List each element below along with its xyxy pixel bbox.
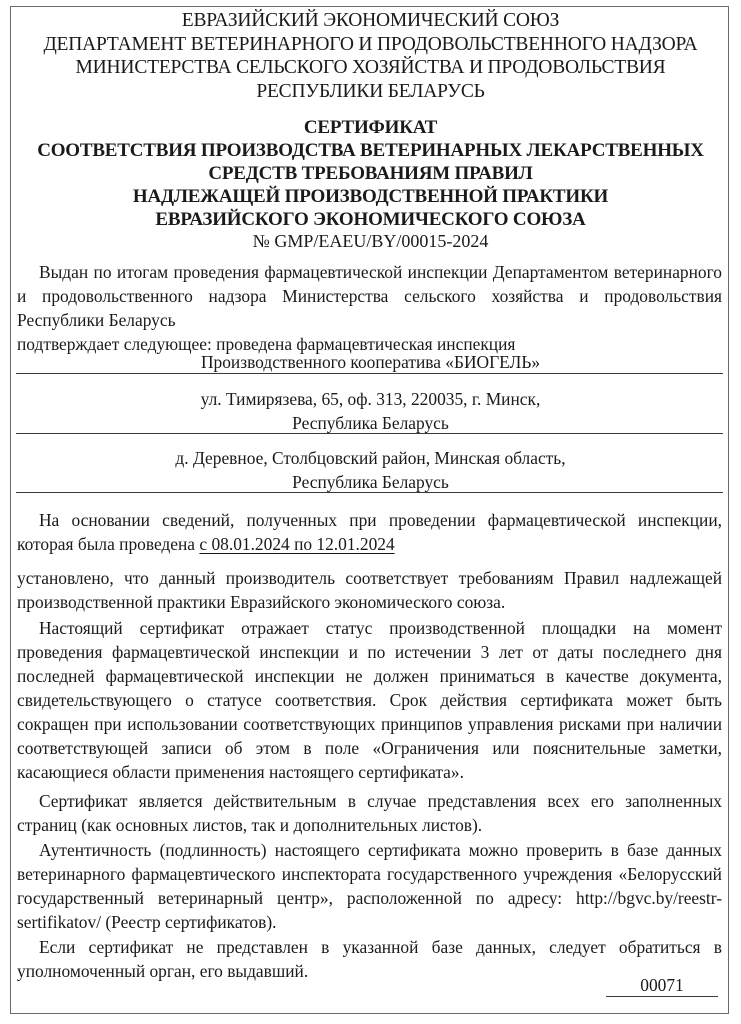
divider-line: [16, 373, 723, 374]
certificate-title: [0, 116, 741, 231]
issuer-header: [0, 9, 741, 103]
inspection-text: [17, 508, 722, 556]
divider-line: [16, 492, 723, 493]
header-line: ДЕПАРТАМЕНТ ВЕТЕРИНАРНОГО И ПРОДОВОЛЬСТВЕННОГО НАДЗОРА: [43, 33, 698, 55]
title-line: СООТВЕТСТВИЯ ПРОИЗВОДСТВА ВЕТЕРИНАРНЫХ ЛЕКАРСТВЕННЫХ: [37, 140, 704, 161]
header-line: МИНИСТЕРСТВА СЕЛЬСКОГО ХОЗЯЙСТВА И ПРОДОВОЛЬСТВИЯ: [75, 57, 666, 78]
title-line: ЕВРАЗИЙСКОГО ЭКОНОМИЧЕСКОГО СОЮЗА: [155, 209, 586, 230]
title-line: СРЕДСТВ ТРЕБОВАНИЯМ ПРАВИЛ: [208, 163, 533, 184]
header-line: ЕВРАЗИЙСКИЙ ЭКОНОМИЧЕСКИЙ СОЮЗ: [181, 10, 560, 31]
legal-address: [0, 387, 741, 435]
authenticity-paragraph: Аутентичность (подлинность) настоящего сертификата можно проверить в базе данных ветеринарного фармацевтического инспектората государственного учреждения «Белорусский государственный ветеринарный центр», расположенной по адресу: http://bgvc.by/reestr-sertifikatov/ (Реестр сертификатов).: [17, 840, 722, 932]
header-line: РЕСПУБЛИКИ БЕЛАРУСЬ: [256, 80, 485, 102]
established-paragraph: установлено, что данный производитель соответствует требованиям Правил надлежащей производственной практики Евразийского экономического союза.: [17, 568, 722, 612]
issued-by-text: Выдан по итогам проведения фармацевтической инспекции Департаментом ветеринарного и продовольственного надзора Министерства сельского хозяйства и продовольствия Республики Беларусь: [17, 262, 722, 330]
contact-paragraph: Если сертификат не представлен в указанной базе данных, следует обратиться в уполномоченный орган, его выдавший.: [17, 937, 722, 981]
site-address-line: Республика Беларусь: [292, 472, 449, 492]
confirms-text: подтверждает следующее: проведена фармацевтическая инспекция: [17, 334, 516, 354]
title-line: СЕРТИФИКАТ: [303, 117, 438, 138]
legal-address-line: Республика Беларусь: [292, 413, 449, 433]
title-line: НАДЛЕЖАЩЕЙ ПРОИЗВОДСТВЕННОЙ ПРАКТИКИ: [132, 186, 609, 207]
organization-name: Производственного кооператива «БИОГЕЛЬ»: [200, 352, 541, 372]
page-number: 00071: [606, 974, 718, 997]
validity-paragraph: Сертификат является действительным в случае представления всех его заполненных страниц (как основных листов, так и дополнительных листов).: [17, 791, 722, 835]
divider-line: [16, 433, 723, 434]
legal-address-line: ул. Тимирязева, 65, оф. 313, 220035, г. Минск,: [200, 389, 541, 409]
inspection-period: с 08.01.2024 по 12.01.2024: [199, 534, 395, 554]
site-address: [0, 446, 741, 494]
status-paragraph: Настоящий сертификат отражает статус производственной площадки на момент проведения фармацевтической инспекции и по истечении 3 лет от даты последнего дня последней фармацевтической инспекции не должен приниматься в качестве документа, свидетельствующего о статусе соответствия. Срок действия сертификата может быть сокращен при использовании соответствующих принципов управления рисками при наличии соответствующей записи об этом в поле «Ограничения или пояснительные заметки, касающиеся области применения настоящего сертификата».: [17, 618, 722, 782]
certificate-number: № GMP/EAEU/BY/00015-2024: [252, 231, 489, 251]
site-address-line: д. Деревное, Столбцовский район, Минская область,: [175, 448, 566, 468]
inspection-text-body: На основании сведений, полученных при проведении фармацевтической инспекции, которая была проведена: [17, 510, 722, 554]
